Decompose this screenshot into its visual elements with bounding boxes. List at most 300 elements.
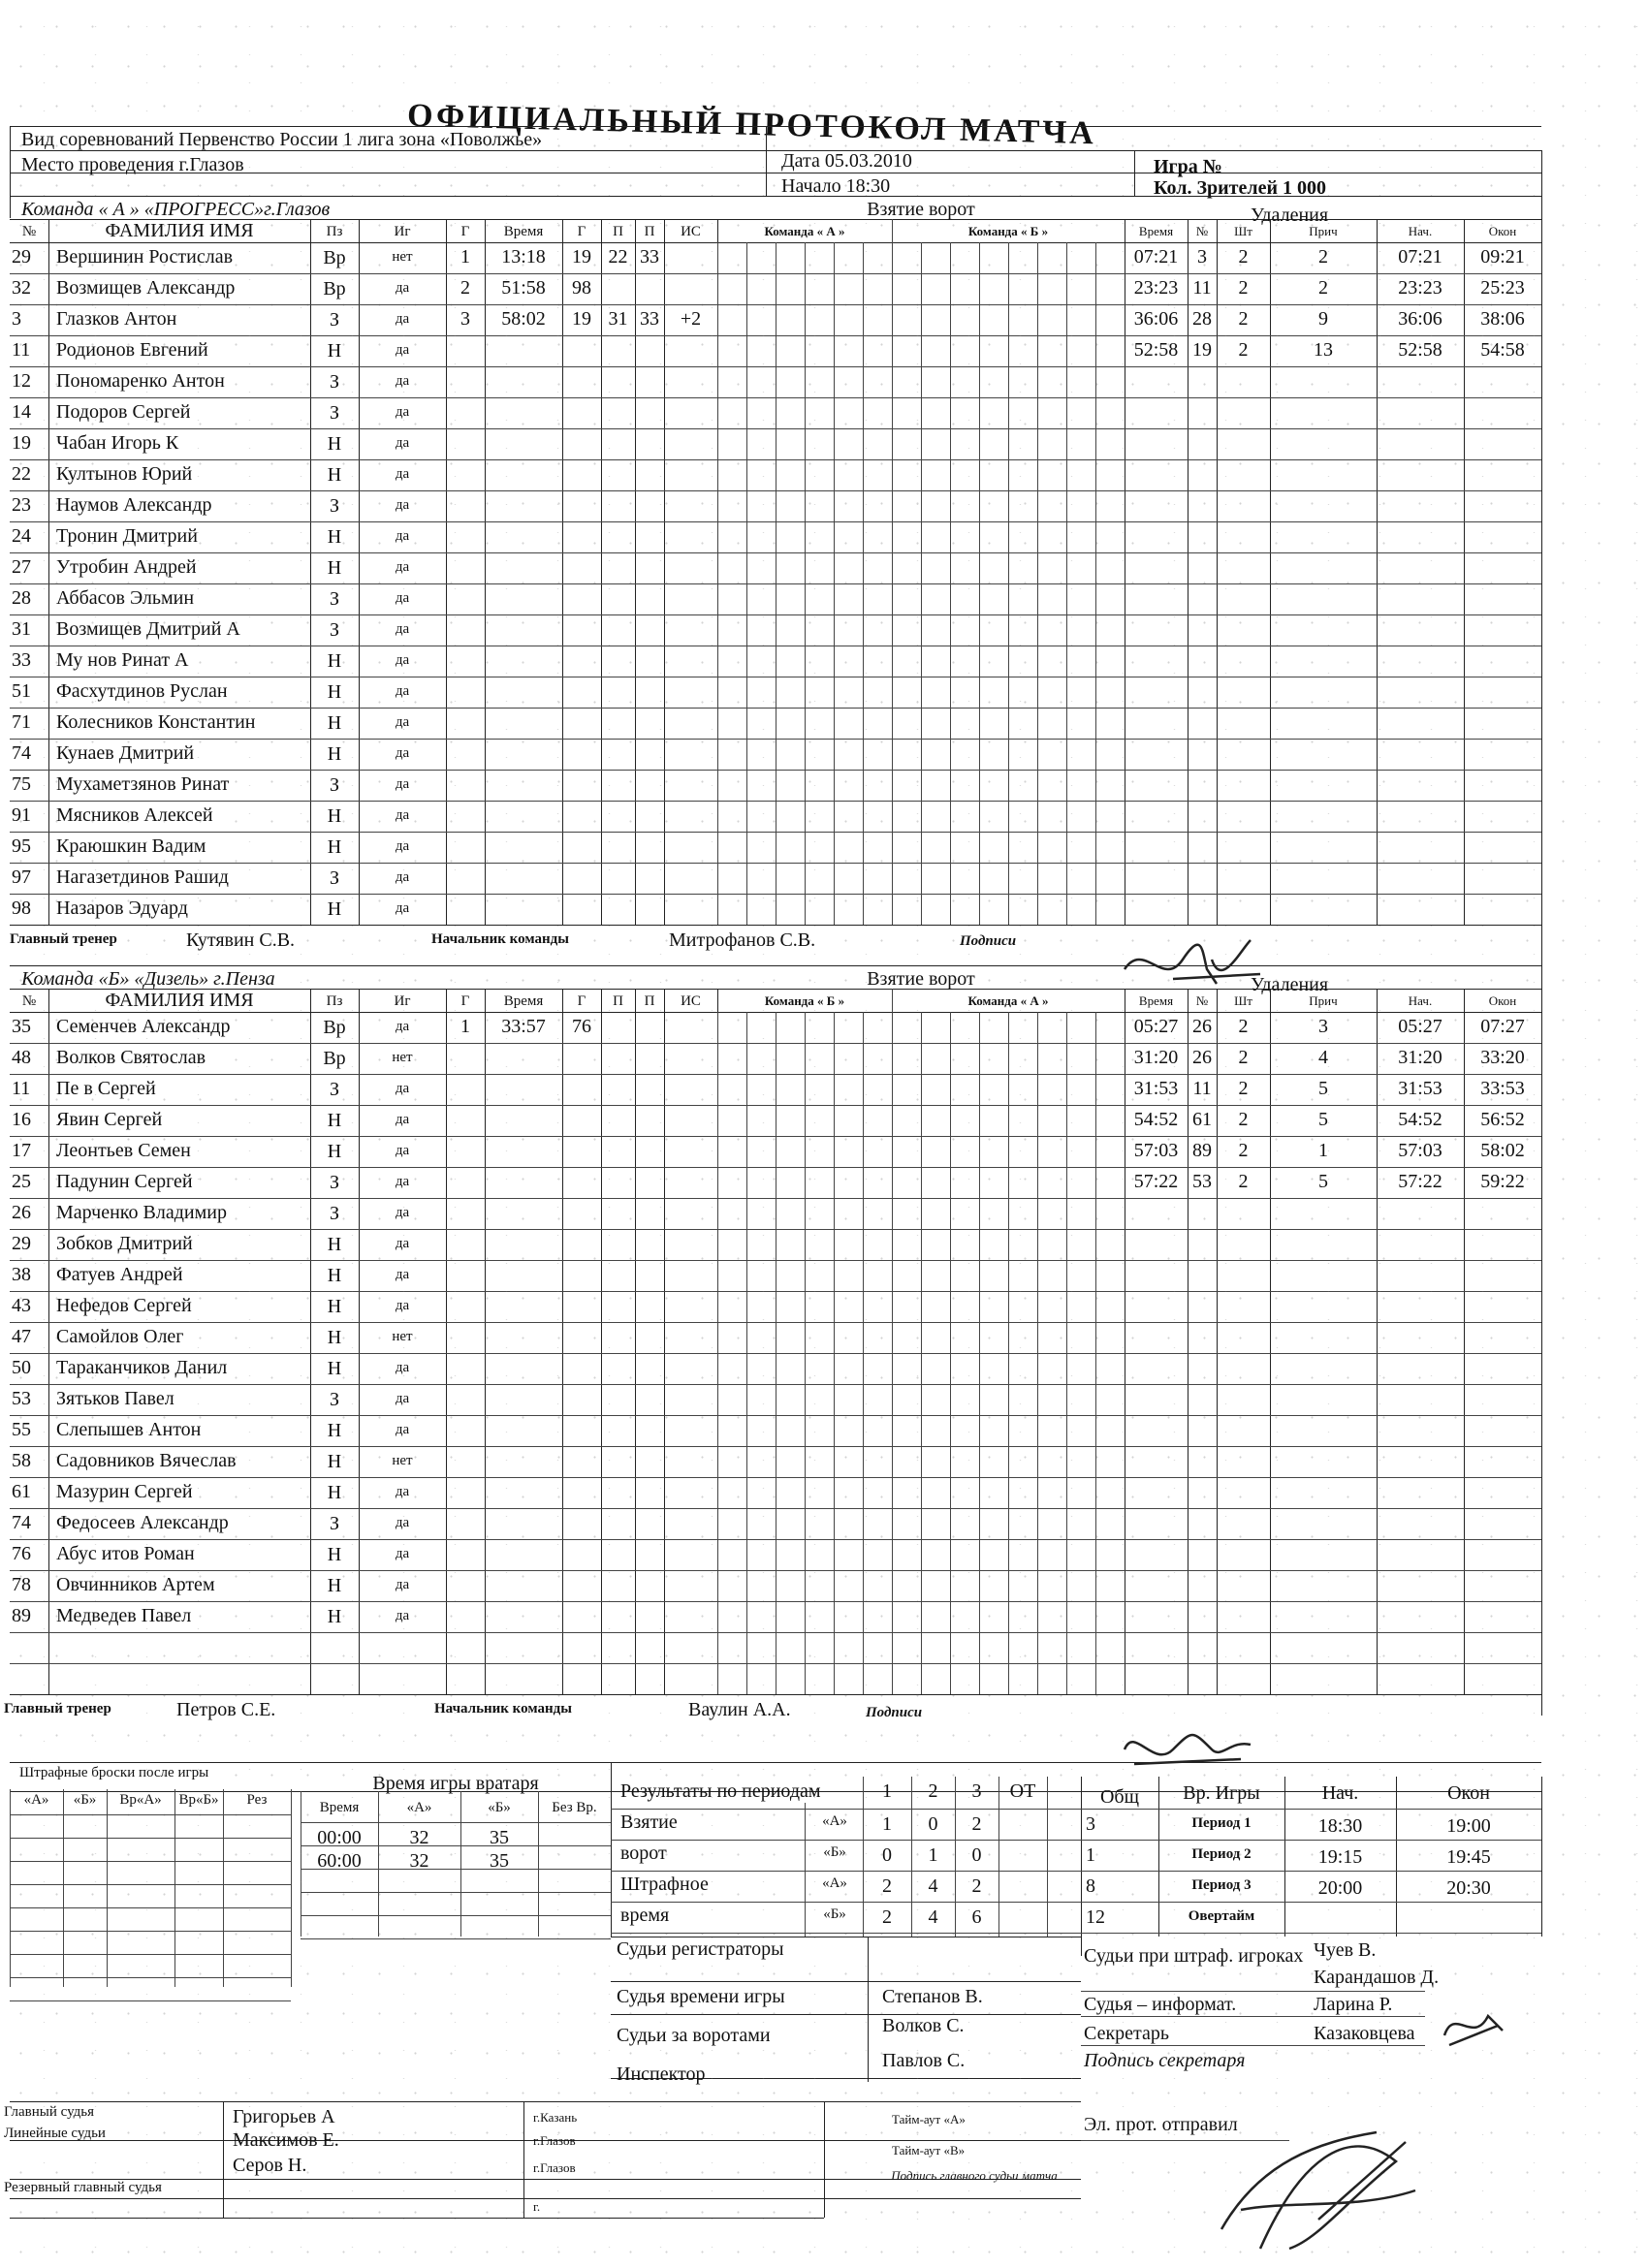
- player-number: 55: [12, 1419, 31, 1440]
- player-number: 51: [12, 680, 31, 702]
- penalty-cell: 33:20: [1480, 1047, 1525, 1068]
- shootout-col: Вр«А»: [119, 1792, 162, 1808]
- period-col: 2: [928, 1780, 938, 1802]
- player-name: Подоров Сергей: [56, 401, 191, 423]
- player-played: да: [395, 528, 410, 544]
- player-played: да: [395, 1422, 410, 1437]
- player-position: З: [329, 1513, 340, 1534]
- player-played: да: [395, 1608, 410, 1623]
- player-position: Вр: [323, 247, 346, 268]
- col-team-b-goals: Команда « А »: [967, 993, 1049, 1008]
- player-number: 27: [12, 556, 31, 578]
- player-played: да: [395, 466, 410, 482]
- player-position: З: [329, 402, 340, 424]
- rule-line: [805, 1803, 806, 1937]
- player-name: Слепышев Антон: [56, 1419, 202, 1440]
- periods-title: Результаты по периодам: [620, 1780, 821, 1802]
- rule-line: [911, 1777, 912, 1937]
- player-number: 12: [12, 370, 31, 392]
- penalty-cell: 07:21: [1133, 246, 1179, 268]
- player-played: да: [395, 1267, 410, 1282]
- timeout-a-label: Тайм-аут «А»: [892, 2112, 966, 2126]
- rule-line: [10, 1632, 1541, 1633]
- gametime-cell: Период 2: [1191, 1846, 1252, 1862]
- goal-judges-label: Судьи за воротами: [617, 2025, 771, 2046]
- col-position: Пз: [326, 993, 343, 1009]
- reserve-city: г.: [533, 2199, 541, 2214]
- player-number: 29: [12, 1233, 31, 1254]
- col-team-a-goals: Команда « Б »: [764, 993, 845, 1008]
- rule-line: [998, 1777, 999, 1937]
- rule-line: [10, 1907, 291, 1908]
- penalty-cell: 23:23: [1398, 277, 1442, 299]
- rule-line: [611, 1933, 1081, 1934]
- rule-line: [301, 1892, 611, 1893]
- rule-line: [10, 1074, 1541, 1075]
- rule-line: [10, 552, 1541, 553]
- team-name: Команда «Б» «Дизель» г.Пенза: [21, 968, 275, 990]
- col-position: Пз: [326, 224, 343, 239]
- period-team: «А»: [822, 1813, 847, 1829]
- col-pen-time: Время: [1138, 224, 1174, 238]
- rule-line: [635, 989, 636, 1694]
- goal-judge-1: Волков С.: [882, 2015, 965, 2036]
- player-played: да: [395, 652, 410, 668]
- penalty-cell: 4: [1318, 1047, 1328, 1068]
- player-name: Назаров Эдуард: [56, 898, 188, 919]
- player-played: да: [395, 342, 410, 358]
- player-position: Н: [327, 1327, 342, 1348]
- rule-line: [10, 583, 1541, 584]
- gametime-cell: 19:00: [1446, 1815, 1491, 1837]
- pen-row-label: Штрафное: [620, 1874, 709, 1895]
- pen-row-label: время: [620, 1905, 670, 1926]
- player-number: 91: [12, 804, 31, 826]
- col-assist-1: П: [613, 993, 623, 1009]
- referee-sign-label: Подпись главного судьи матча: [891, 2168, 1058, 2183]
- rule-line: [10, 273, 1541, 274]
- player-name: Тараканчиков Данил: [56, 1357, 228, 1378]
- rule-line: [301, 1915, 611, 1916]
- player-position: З: [329, 1389, 340, 1410]
- player-number: 25: [12, 1171, 31, 1192]
- player-played: да: [395, 497, 410, 513]
- penalty-cell: 36:06: [1133, 308, 1179, 330]
- rule-line: [10, 1977, 291, 1978]
- rule-line: [10, 965, 1541, 966]
- player-number: 23: [12, 494, 31, 516]
- player-position: Н: [327, 433, 342, 455]
- rule-line: [664, 989, 665, 1694]
- player-played: да: [395, 1081, 410, 1096]
- rule-line: [1047, 1777, 1048, 1937]
- gk-col: Время: [319, 1800, 360, 1815]
- rule-line: [523, 2101, 524, 2218]
- period-col: ОТ: [1009, 1780, 1036, 1802]
- player-position: Вр: [323, 1048, 346, 1069]
- signatures-label: Подписи: [960, 933, 1017, 949]
- gametime-cell: 18:30: [1317, 1815, 1363, 1837]
- penalty-cell: 3: [1197, 246, 1207, 268]
- col-assist-2: П: [644, 224, 655, 239]
- rule-line: [301, 1938, 611, 1939]
- player-name: Тронин Дмитрий: [56, 525, 198, 547]
- player-played: да: [395, 435, 410, 451]
- penalty-cell: 23:23: [1133, 277, 1179, 299]
- rule-line: [10, 1229, 1541, 1230]
- player-name: Зятьков Павел: [56, 1388, 174, 1409]
- penalty-cell: 07:21: [1398, 246, 1442, 268]
- player-name: Возмищев Дмитрий А: [56, 618, 240, 640]
- linesman-1: Максимов Е.: [233, 2129, 339, 2151]
- player-position: Н: [327, 650, 342, 672]
- goals-header: Взятие ворот: [867, 199, 975, 220]
- penalty-cell: 52:58: [1133, 339, 1179, 361]
- penalty-cell: 2: [1238, 1016, 1249, 1037]
- penalty-cell: 2: [1318, 246, 1328, 268]
- manager-name: Ваулин А.А.: [688, 1699, 791, 1720]
- player-position: Н: [327, 340, 342, 362]
- player-name: Глазков Антон: [56, 308, 177, 330]
- period-cell: 4: [928, 1875, 938, 1897]
- rule-line: [10, 1291, 1541, 1292]
- player-name: Падунин Сергей: [56, 1171, 193, 1192]
- gametime-cell: 20:30: [1446, 1877, 1491, 1899]
- coach-label: Главный тренер: [10, 931, 117, 947]
- player-played: да: [395, 1546, 410, 1561]
- player-played: да: [395, 1143, 410, 1158]
- col-scorer: Г: [577, 993, 586, 1009]
- coach-name: Кутявин С.В.: [186, 929, 296, 951]
- player-number: 43: [12, 1295, 31, 1316]
- col-goal: Г: [460, 993, 470, 1009]
- referee-label: Главный судья: [4, 2104, 95, 2120]
- competition-label: Вид соревнований Первенство России 1 лига зона «Поволжье»: [21, 129, 543, 150]
- period-cell: 2: [971, 1813, 982, 1835]
- rule-line: [10, 1663, 1541, 1664]
- period-team: «Б»: [823, 1906, 846, 1922]
- player-number: 61: [12, 1481, 31, 1502]
- player-number: 74: [12, 742, 31, 764]
- secretary-label: Секретарь: [1084, 2023, 1170, 2044]
- rule-line: [10, 708, 1541, 709]
- goal-cell: 2: [460, 277, 470, 299]
- rule-line: [10, 490, 1541, 491]
- period-cell: 0: [971, 1844, 982, 1866]
- player-position: Н: [327, 1451, 342, 1472]
- player-position: Н: [327, 1606, 342, 1627]
- penalty-cell: 26: [1192, 1047, 1212, 1068]
- player-position: Н: [327, 712, 342, 734]
- rule-line: [10, 1508, 1541, 1509]
- rule-line: [562, 989, 563, 1694]
- period-total: 8: [1086, 1875, 1095, 1897]
- player-number: 3: [12, 308, 21, 330]
- gk-cell: 32: [409, 1827, 429, 1848]
- player-played: нет: [392, 1453, 413, 1468]
- rule-line: [1541, 1777, 1542, 1937]
- player-name: Овчинников Артем: [56, 1574, 215, 1595]
- rule-line: [10, 614, 1541, 615]
- penalty-cell: 07:27: [1480, 1016, 1525, 1037]
- rule-line: [446, 989, 447, 1694]
- shootout-col: «А»: [23, 1792, 49, 1808]
- rule-line: [10, 1694, 1541, 1695]
- rule-line: [10, 1861, 291, 1862]
- rule-line: [10, 126, 1541, 127]
- player-name: Култынов Юрий: [56, 463, 193, 485]
- gk-col: «Б»: [488, 1800, 511, 1815]
- col-pen-number: №: [1195, 224, 1209, 238]
- period-col-total: Общ: [1099, 1786, 1140, 1808]
- col-pen-minutes: Шт: [1234, 224, 1252, 238]
- secretary-name: Казаковцева: [1314, 2023, 1415, 2044]
- col-assist-2: П: [644, 993, 655, 1009]
- player-name: Леонтьев Семен: [56, 1140, 191, 1161]
- penalty-cell: 2: [1238, 1078, 1249, 1099]
- penalty-cell: 54:58: [1480, 339, 1525, 361]
- rule-line: [10, 1477, 1541, 1478]
- rule-line: [10, 1043, 1541, 1044]
- rule-line: [10, 863, 1541, 864]
- player-number: 97: [12, 866, 31, 888]
- player-name: Пе в Сергей: [56, 1078, 156, 1099]
- rule-line: [48, 989, 49, 1694]
- player-name: Фасхутдинов Руслан: [56, 680, 228, 702]
- rule-line: [10, 1954, 291, 1955]
- player-position: Н: [327, 1420, 342, 1441]
- rule-line: [601, 989, 602, 1694]
- rule-line: [863, 1777, 864, 1937]
- player-position: Н: [327, 526, 342, 548]
- gametime-cell: 19:15: [1317, 1846, 1363, 1868]
- rule-line: [611, 1902, 1081, 1903]
- linesman-2-city: г.Глазов: [533, 2160, 576, 2175]
- penalty-cell: 52:58: [1398, 339, 1442, 361]
- signatures-label: Подписи: [866, 1705, 923, 1720]
- player-position: З: [329, 495, 340, 517]
- player-name: Колесников Константин: [56, 711, 256, 733]
- rule-line: [10, 770, 1541, 771]
- player-played: да: [395, 869, 410, 885]
- timekeeper-label: Судья времени игры: [617, 1986, 785, 2007]
- rule-line: [10, 925, 1541, 926]
- rule-line: [1081, 1902, 1541, 1903]
- player-number: 19: [12, 432, 31, 454]
- period-cell: 2: [971, 1875, 982, 1897]
- rule-line: [107, 1789, 108, 1987]
- rule-line: [10, 459, 1541, 460]
- rule-line: [63, 1789, 64, 1987]
- penalty-cell: 11: [1192, 1078, 1212, 1099]
- period-total: 12: [1086, 1906, 1105, 1928]
- penalty-cell: 33:53: [1480, 1078, 1525, 1099]
- player-name: Фатуев Андрей: [56, 1264, 183, 1285]
- period-cell: 1: [928, 1844, 938, 1866]
- player-number: 29: [12, 246, 31, 268]
- player-played: да: [395, 1019, 410, 1034]
- penalty-cell: 57:03: [1133, 1140, 1179, 1161]
- penalty-cell: 57:22: [1133, 1171, 1179, 1192]
- rule-line: [10, 1198, 1541, 1199]
- rule-line: [10, 1838, 291, 1839]
- penalty-cell: 05:27: [1398, 1016, 1442, 1037]
- rule-line: [10, 1570, 1541, 1571]
- rule-line: [1081, 1777, 1082, 1956]
- gametime-col: Нач.: [1321, 1782, 1359, 1804]
- rule-line: [10, 1105, 1541, 1106]
- col-scorer: Г: [577, 224, 586, 239]
- player-number: 16: [12, 1109, 31, 1130]
- rule-line: [10, 1884, 291, 1885]
- player-number: 47: [12, 1326, 31, 1347]
- penalty-cell: 2: [1238, 1171, 1249, 1192]
- player-name: Вершинин Ростислав: [56, 246, 234, 268]
- gk-col: Без Вр.: [552, 1800, 597, 1815]
- rule-line: [10, 1446, 1541, 1447]
- rule-line: [10, 2101, 1081, 2102]
- penalty-cell: 89: [1192, 1140, 1212, 1161]
- player-position: Н: [327, 557, 342, 579]
- penalty-cell: 11: [1192, 277, 1212, 299]
- start-time: Начало 18:30: [781, 175, 891, 197]
- player-name: Нагазетдинов Рашид: [56, 866, 229, 888]
- player-name: Абус итов Роман: [56, 1543, 195, 1564]
- goal-cell: 58:02: [501, 308, 546, 330]
- goal-cell: 13:18: [501, 246, 546, 268]
- rule-line: [10, 1931, 291, 1932]
- goal-judge-2: Павлов С.: [882, 2050, 966, 2071]
- gametime-cell: Овертайм: [1188, 1908, 1255, 1924]
- rule-line: [1134, 150, 1135, 196]
- penalty-cell: 25:23: [1480, 277, 1525, 299]
- rule-line: [10, 2000, 291, 2001]
- player-position: Н: [327, 1358, 342, 1379]
- gk-time-title: Время игры вратаря: [372, 1773, 539, 1794]
- penalty-cell: 57:03: [1398, 1140, 1442, 1161]
- manager-label: Начальник команды: [431, 931, 569, 947]
- col-number: №: [21, 224, 37, 239]
- gk-cell: 60:00: [317, 1850, 362, 1872]
- period-total: 3: [1086, 1813, 1095, 1835]
- gk-col: «А»: [406, 1800, 432, 1815]
- player-position: З: [329, 588, 340, 610]
- rule-line: [611, 1871, 1081, 1872]
- rule-line: [10, 1353, 1541, 1354]
- reserve-referee-label: Резервный главный судья: [4, 2180, 162, 2195]
- penalty-cell: 09:21: [1480, 246, 1525, 268]
- player-played: да: [395, 1484, 410, 1499]
- player-played: да: [395, 280, 410, 296]
- rule-line: [10, 1322, 1541, 1323]
- penalty-cell: 2: [1238, 1109, 1249, 1130]
- penalty-cell: 53: [1192, 1171, 1212, 1192]
- info-judge-label: Судья – информат.: [1084, 1994, 1237, 2015]
- penalty-cell: 59:22: [1480, 1171, 1525, 1192]
- col-pen-reason: Прич: [1309, 993, 1338, 1008]
- rule-line: [10, 1260, 1541, 1261]
- col-pen-number: №: [1195, 993, 1209, 1008]
- goal-cell: 31: [608, 308, 628, 330]
- penalty-cell: 61: [1192, 1109, 1212, 1130]
- rule-line: [611, 1840, 1081, 1841]
- player-played: да: [395, 838, 410, 854]
- player-position: З: [329, 371, 340, 393]
- rule-line: [766, 126, 767, 196]
- penalty-cell: 54:52: [1398, 1109, 1442, 1130]
- rule-line: [223, 2101, 224, 2218]
- rule-line: [10, 335, 1541, 336]
- goal-cell: 33:57: [501, 1016, 546, 1037]
- player-number: 48: [12, 1047, 31, 1068]
- player-played: да: [395, 311, 410, 327]
- coach-name: Петров С.Е.: [176, 1699, 276, 1720]
- goal-cell: 33: [640, 246, 659, 268]
- player-played: да: [395, 1174, 410, 1189]
- goal-cell: 19: [572, 308, 591, 330]
- col-played: Иг: [394, 993, 411, 1009]
- shootout-col: «Б»: [73, 1792, 97, 1808]
- player-name: Нефедов Сергей: [56, 1295, 192, 1316]
- rule-line: [1081, 2140, 1289, 2141]
- player-name: Кунаев Дмитрий: [56, 742, 195, 764]
- goal-cell: 98: [572, 277, 591, 299]
- player-played: да: [395, 1298, 410, 1313]
- goals-row-label: Взятие: [620, 1811, 678, 1833]
- rule-line: [10, 1415, 1541, 1416]
- rule-line: [1081, 1933, 1541, 1934]
- player-number: 78: [12, 1574, 31, 1595]
- rule-line: [10, 1601, 1541, 1602]
- gk-cell: 32: [409, 1850, 429, 1872]
- player-number: 75: [12, 773, 31, 795]
- linesman-1-city: г.Глазов: [533, 2133, 576, 2148]
- penalty-cell: 2: [1238, 339, 1249, 361]
- player-name: Краюшкин Вадим: [56, 835, 206, 857]
- penalty-cell: 05:27: [1133, 1016, 1179, 1037]
- player-played: да: [395, 373, 410, 389]
- rule-line: [1081, 1991, 1425, 1992]
- shootout-title: Штрафные броски после игры: [19, 1765, 209, 1780]
- penalty-cell: 2: [1238, 1140, 1249, 1161]
- player-name: Самойлов Олег: [56, 1326, 184, 1347]
- goals-header: Взятие ворот: [867, 968, 975, 990]
- player-position: Н: [327, 898, 342, 920]
- match-date: Дата 05.03.2010: [781, 150, 912, 172]
- manager-label: Начальник команды: [434, 1701, 572, 1717]
- player-number: 74: [12, 1512, 31, 1533]
- rule-line: [1284, 1777, 1285, 1937]
- penalty-cell: 31:20: [1133, 1047, 1179, 1068]
- player-name: Му нов Ринат А: [56, 649, 189, 671]
- gametime-cell: Период 3: [1191, 1877, 1252, 1893]
- rule-line: [1158, 1777, 1159, 1937]
- col-name: ФАМИЛИЯ ИМЯ: [105, 220, 254, 241]
- penalty-judges-label: Судьи при штраф. игроках: [1084, 1945, 1304, 1967]
- player-number: 22: [12, 463, 31, 485]
- goal-cell: 19: [572, 246, 591, 268]
- penalty-cell: 31:53: [1398, 1078, 1442, 1099]
- col-pen-start: Нач.: [1408, 993, 1433, 1008]
- player-position: Н: [327, 1575, 342, 1596]
- player-played: нет: [392, 1050, 413, 1065]
- rule-line: [48, 219, 49, 925]
- player-played: да: [395, 590, 410, 606]
- penalty-cell: 56:52: [1480, 1109, 1525, 1130]
- period-cell: 0: [928, 1813, 938, 1835]
- player-number: 14: [12, 401, 31, 423]
- player-played: да: [395, 807, 410, 823]
